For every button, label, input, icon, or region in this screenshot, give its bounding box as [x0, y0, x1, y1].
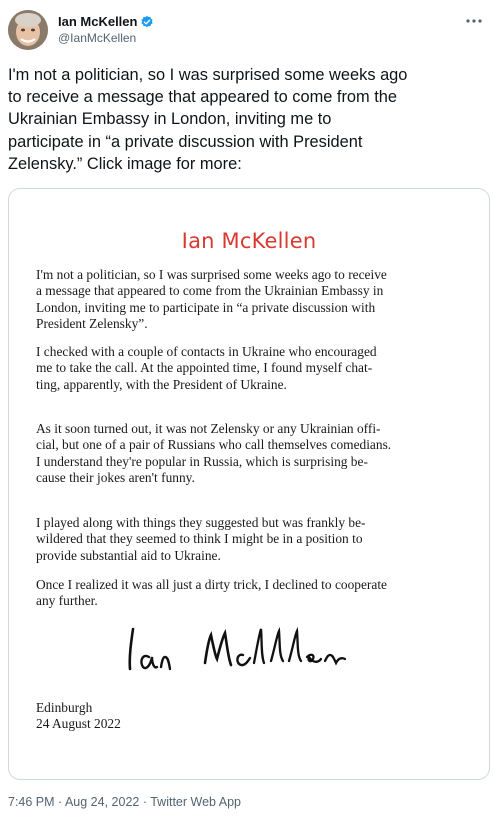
letter-title: Ian McKellen: [181, 229, 317, 253]
letter-paragraph: I'm not a politician, so I was surprised some weeks ago to receive a message that appeared to come from the Ukrainian Embassy in London, inviting me to participate in “a private discussion with President Zelensky”.: [36, 267, 387, 332]
tweet-timestamp[interactable]: 7:46 PM · Aug 24, 2022 · Twitter Web App: [8, 795, 242, 809]
user-handle[interactable]: @IanMcKellen: [58, 31, 137, 45]
handwritten-signature: [121, 617, 371, 677]
avatar[interactable]: [8, 10, 48, 50]
letter-paragraph: Once I realized it was all just a dirty trick, I declined to cooperate any further.: [36, 577, 387, 609]
avatar-photo: [8, 10, 48, 50]
letter-document: [11, 191, 487, 777]
verified-badge-icon: [140, 15, 154, 29]
letter-paragraph: I checked with a couple of contacts in Ukraine who encouraged me to take the call. At the appointed time, I found myself chat- ting, apparently, with the President of Ukraine.: [36, 344, 377, 392]
display-name[interactable]: Ian McKellen: [58, 14, 138, 29]
letter-paragraph: I played along with things they suggested but was frankly be- wildered that they seemed to think I might be in a position to provide substantial aid to Ukraine.: [36, 515, 366, 563]
letter-place: Edinburgh: [36, 700, 93, 715]
letter-date: 24 August 2022: [36, 716, 121, 731]
name-row: [58, 14, 154, 29]
letter-paragraph: As it soon turned out, it was not Zelensky or any Ukrainian offi- cial, but one of a pair of Russians who call themselves comedians. I understand they're popular in Russia, which is surprising be- cause their jokes aren't funny.: [36, 421, 392, 486]
tweet-header: [8, 8, 491, 52]
more-horizontal-icon[interactable]: [463, 14, 485, 28]
tweet-text: I'm not a politician, so I was surprised some weeks ago to receive a message that appeared to come from the Ukrainian Embassy in London, inviting me to participate in “a private discussion with President Zelensky.” Click image for more:: [8, 66, 408, 173]
tweet-image[interactable]: [8, 188, 490, 780]
